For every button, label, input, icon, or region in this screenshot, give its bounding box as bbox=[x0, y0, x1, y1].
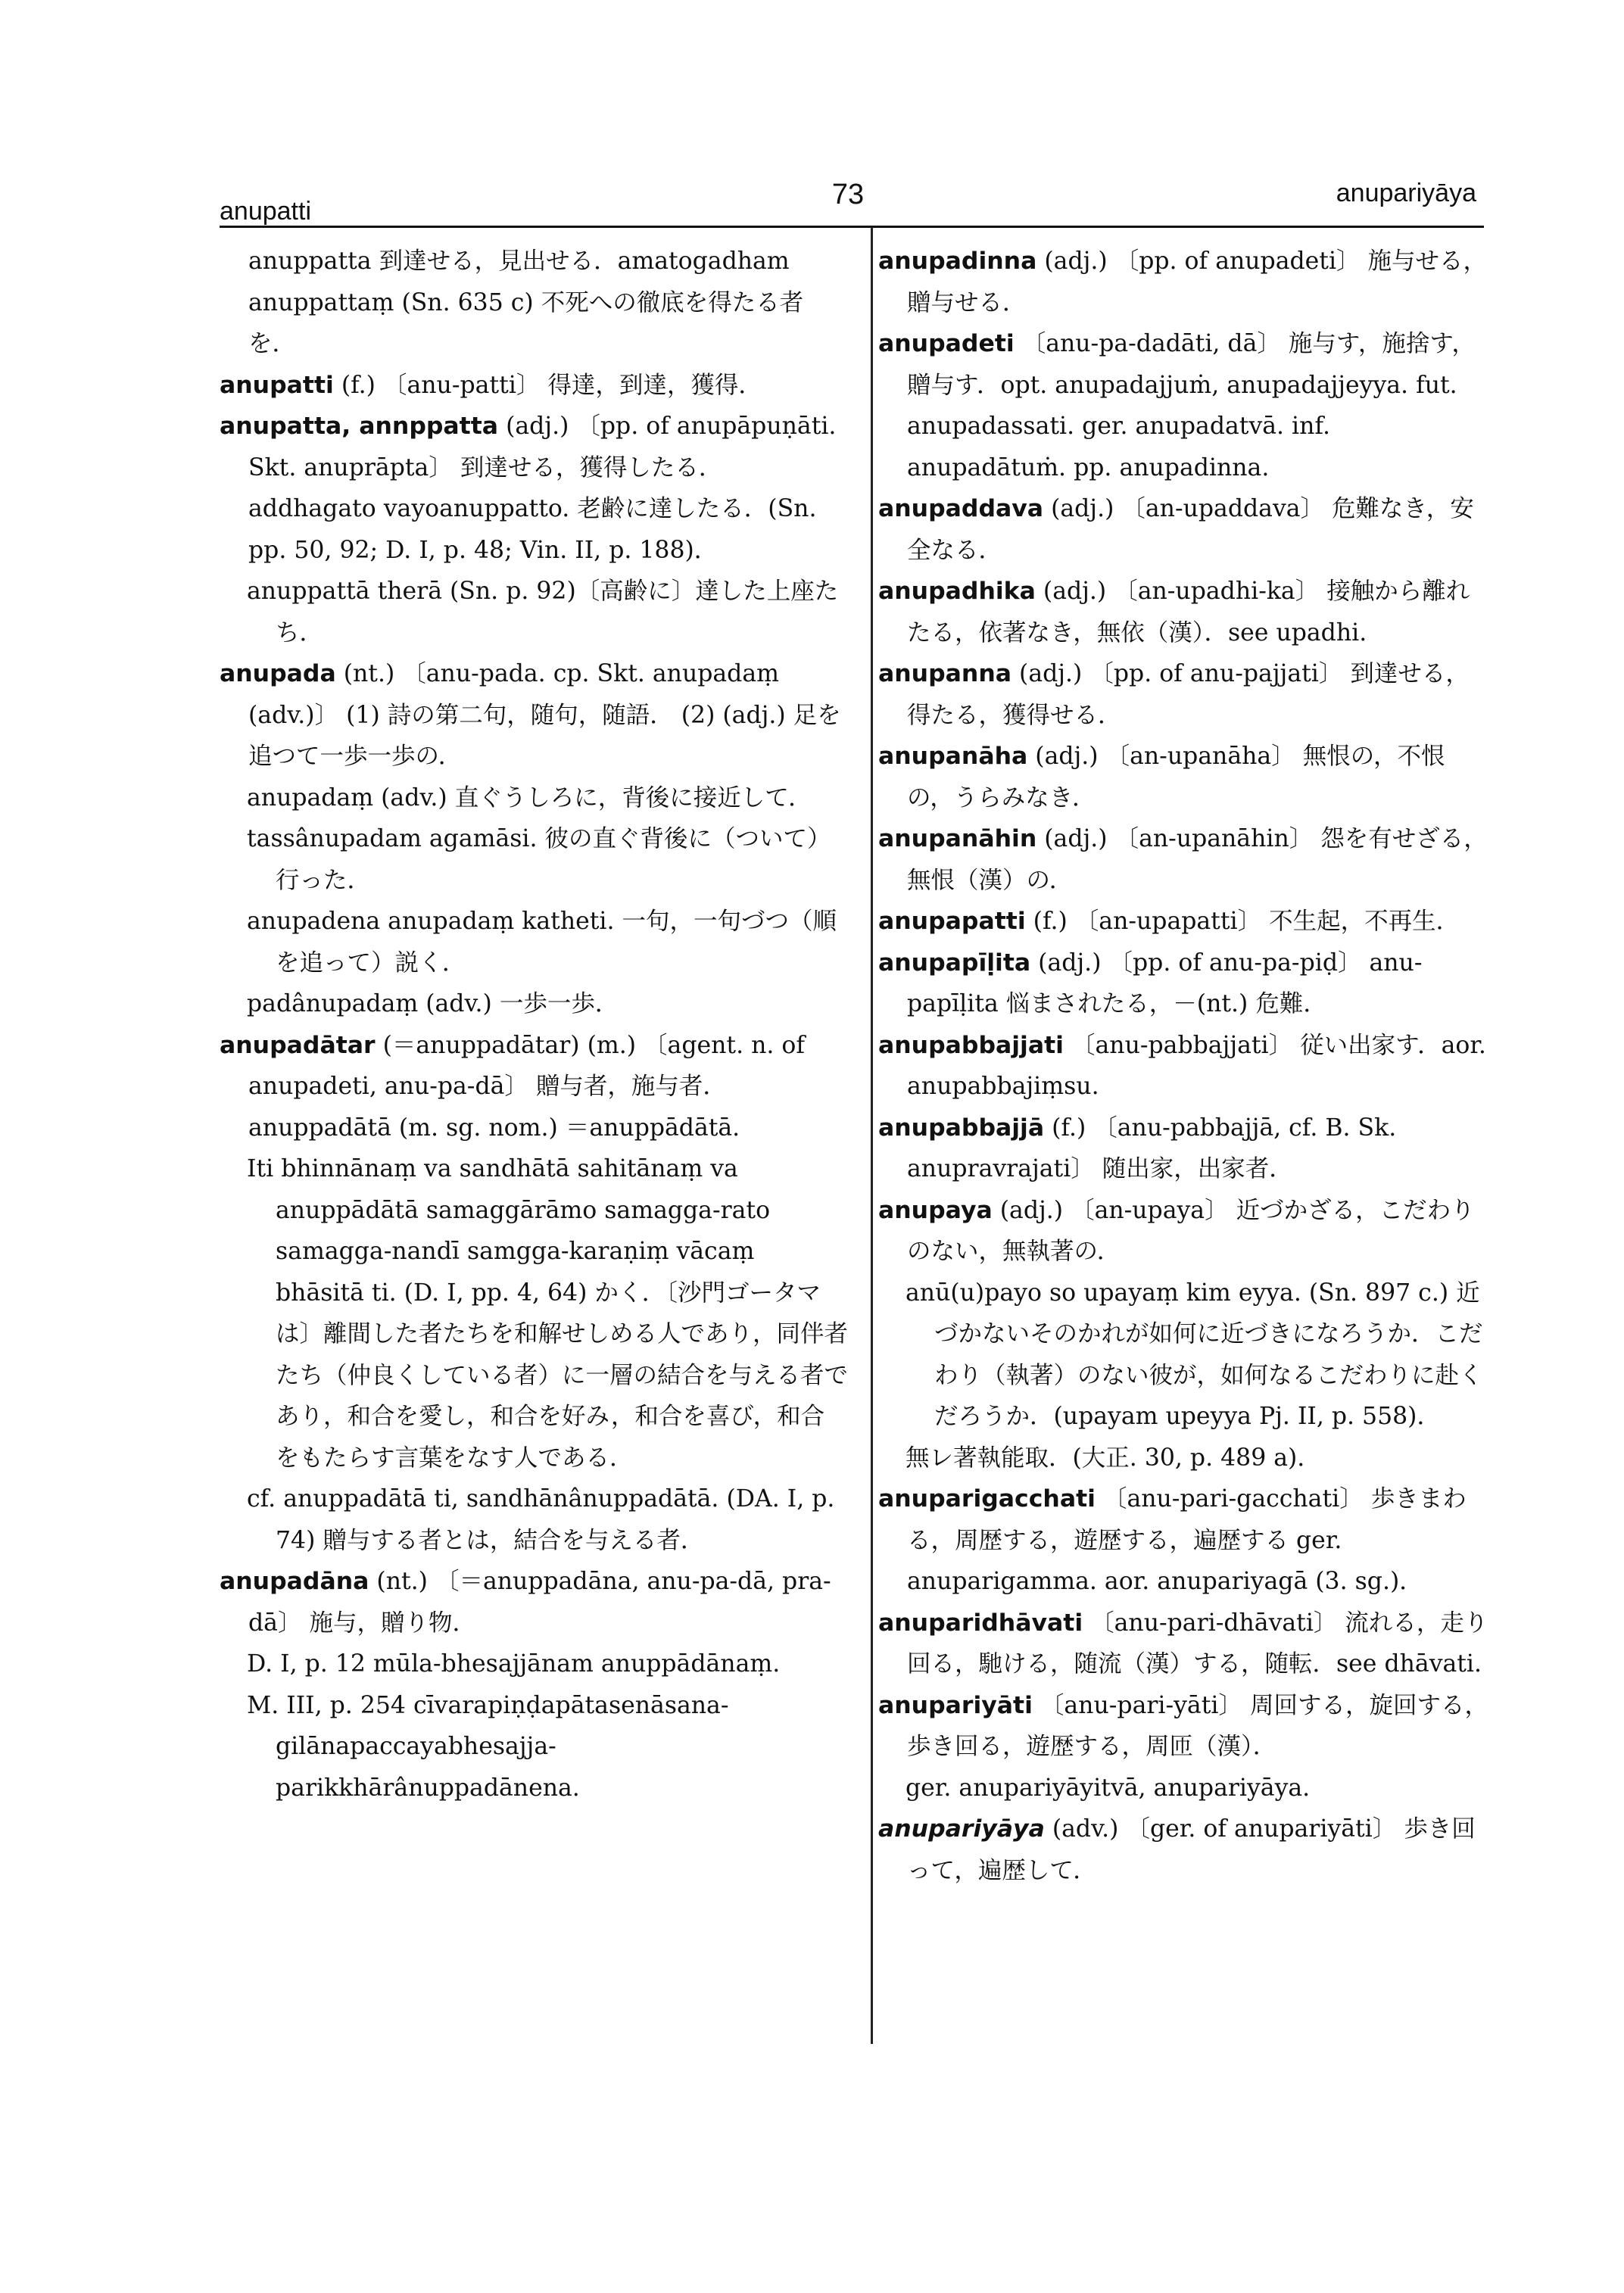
headword: anupanāhin bbox=[878, 825, 1037, 852]
column-divider bbox=[871, 227, 873, 2044]
sub-example: Iti bhinnānaṃ va sandhātā sahitānaṃ va anuppādātā samaggārāmo samagga-rato samagga-nandī samgga-karaṇiṃ vācaṃ bhāsitā ti. (D. I, pp. 4, 64) かく．〔沙門ゴータマは〕離間した者たちを和解せしめる人であり，同伴者たち（仲良くしている者）に一層の結合を与える者であり，和合を愛し，和合を好み，和合を喜び，和合をもたらす言葉をなす人である． bbox=[247, 1155, 849, 1472]
entry-anupaya bbox=[878, 1190, 1492, 1273]
entry-anupatta bbox=[220, 406, 848, 571]
sub-example: D. I, p. 12 mūla-bhesajjānam anuppādānaṃ. bbox=[247, 1650, 781, 1678]
headword: anupanna bbox=[878, 660, 1012, 687]
entry-body: (adj.) 〔an-upadhi-ka〕 接触から離れたる，依著なき，無依（漢）．see upadhi. bbox=[907, 578, 1470, 646]
entry-body: (adj.) 〔an-upaya〕 近づかざる，こだわりのない，無執著の． bbox=[907, 1196, 1475, 1265]
entry-body: (adj.) 〔pp. of anupāpuṇāti. Skt. anuprāpta〕 到達せる，獲得したる．addhagato vayoanuppatto. 老齢に達したる．(Sn. pp. 50, 92; D. I, p. 48; Vin. II, p. 188)． bbox=[248, 413, 837, 564]
headword: anuparigacchati bbox=[878, 1485, 1096, 1513]
entry-anupanaha bbox=[878, 736, 1492, 818]
headword: anupadeti bbox=[878, 330, 1015, 357]
headword: anupabbajjati bbox=[878, 1031, 1064, 1059]
entry-body: (f.) 〔an-upapatti〕 不生起，不再生． bbox=[1025, 908, 1460, 935]
entry-body: 〔anu-pari-gacchati〕 歩きまわる，周歴する，遊歴する，遍歴する ger. anuparigamma. aor. anupariyagā (3. sg.)． bbox=[907, 1485, 1467, 1595]
entry-body: (adj.) 〔an-upanāhin〕 怨を有せざる，無恨（漢）の． bbox=[907, 825, 1488, 894]
entry-anupapilita bbox=[878, 942, 1492, 1025]
headword: anupadātar bbox=[220, 1031, 376, 1059]
headword: anupadāna bbox=[220, 1568, 369, 1595]
entry-body: (＝anuppadātar) (m.) 〔agent. n. of anupadeti, anu-pa-dā〕 贈与者，施与者．anuppadātā (m. sg. nom.) ＝anuppādātā. bbox=[248, 1031, 806, 1142]
entry-body: (adj.) 〔an-upanāha〕 無恨の，不恨の，うらみなき． bbox=[907, 743, 1445, 812]
headword: anupatti bbox=[220, 371, 334, 399]
continued-entry: anuppatta 到達せる，見出せる．amatogadham anuppattaṃ (Sn. 635 c) 不死への徹底を得たる者を． bbox=[248, 248, 804, 357]
entry-body: 〔anu-pari-yāti〕 周回する，旋回する，歩き回る，遊歴する，周匝（漢）． bbox=[907, 1691, 1488, 1760]
entry-anupadana bbox=[220, 1561, 848, 1643]
headword: anupapatti bbox=[878, 908, 1026, 935]
sub-example: anupadaṃ (adv.) 直ぐうしろに，背後に接近して． bbox=[247, 784, 812, 812]
entry-body: (adj.) 〔pp. of anu-pajjati〕 到達せる，得たる，獲得せる． bbox=[907, 660, 1470, 729]
sub-example: ger. anupariyāyitvā, anupariyāya. bbox=[906, 1774, 1311, 1802]
entry-anupadinna bbox=[878, 241, 1492, 323]
headword: anupadinna bbox=[878, 248, 1037, 275]
entry-body: (adj.) 〔pp. of anu-pa-piḍ〕 anu-papīḷita 悩まされたる，－(nt.) 危難． bbox=[907, 949, 1423, 1017]
entry-anupadhika bbox=[878, 571, 1492, 653]
headword: anupapīḷita bbox=[878, 949, 1031, 977]
sub-example: tassânupadam agamāsi. 彼の直ぐ背後に（ついて）行った． bbox=[247, 825, 831, 894]
entry-anupapatti bbox=[878, 901, 1492, 942]
sub-example: cf. anuppadātā ti, sandhānânuppadātā. (DA. I, p. 74) 贈与する者とは，結合を与える者． bbox=[247, 1485, 835, 1554]
entry-anuparidhavati bbox=[878, 1603, 1492, 1685]
entry-anupabbajjati bbox=[878, 1025, 1492, 1108]
sub-example: padânupadaṃ (adv.) 一歩一歩． bbox=[247, 990, 619, 1017]
entry-anupada bbox=[220, 653, 848, 777]
entry-anuparigacchati bbox=[878, 1478, 1492, 1603]
headword: anupariyāya bbox=[878, 1815, 1045, 1843]
entry-body: (nt.) 〔anu-pada. cp. Skt. anupadaṃ (adv.)〕 (1) 詩の第二句，随句，随語． (2) (adj.) 足を追つて一歩一歩の． bbox=[248, 660, 841, 770]
right-column bbox=[878, 241, 1492, 1891]
headword: anuparidhāvati bbox=[878, 1609, 1083, 1637]
headword: anupadhika bbox=[878, 578, 1036, 605]
sub-example: M. III, p. 254 cīvarapiṇḍapātasenāsana-gilānapaccayabhesajja-parikkhārânuppadānena. bbox=[247, 1691, 729, 1802]
entry-body: 〔anu-pabbajjati〕 従い出家す．aor. anupabbajiṃsu. bbox=[907, 1031, 1486, 1100]
right-guide-word: anupariyāya bbox=[1336, 179, 1476, 207]
left-column bbox=[220, 241, 848, 1809]
entry-body: (nt.) 〔＝anuppadāna, anu-pa-dā, pra-dā〕 施与，贈り物． bbox=[248, 1568, 831, 1637]
entry-anupadatar bbox=[220, 1025, 848, 1149]
sub-example: anū(u)payo so upayaṃ kim eyya. (Sn. 897 c.) 近づかないそのかれが如何に近づきになろうか．こだわり（執著）のない彼が，如何なるこだわりに赴くだろうか．(upayam upeyya Pj. II, p. 558)． bbox=[906, 1279, 1483, 1430]
entry-anupariyati bbox=[878, 1685, 1492, 1768]
page-header bbox=[220, 179, 1476, 224]
header-rule bbox=[220, 226, 1484, 228]
entry-body: (f.) 〔anu-patti〕 得達，到達，獲得． bbox=[333, 371, 762, 399]
entry-anupadeti bbox=[878, 323, 1492, 488]
headword: anupatta, annppatta bbox=[220, 413, 499, 440]
left-guide-word: anupatti bbox=[220, 197, 311, 226]
entry-anupaddava bbox=[878, 488, 1492, 571]
entry-anupatti bbox=[220, 365, 848, 407]
entry-anupanna bbox=[878, 653, 1492, 736]
page-number: 73 bbox=[831, 179, 865, 210]
entry-anupariyaya bbox=[878, 1809, 1492, 1891]
entry-body: (adj.) 〔pp. of anupadeti〕 施与せる，贈与せる． bbox=[907, 248, 1488, 316]
entry-body: 〔anu-pa-dadāti, dā〕 施与す，施捨す，贈与す．opt. anupadajjuṁ, anupadajjeyya. fut. anupadassati. ger. anupadatvā. inf. anupadātuṁ. pp. anupadinna. bbox=[907, 330, 1476, 481]
sub-example: anuppattā therā (Sn. p. 92)〔高齢に〕達した上座たち． bbox=[247, 578, 839, 646]
headword: anupanāha bbox=[878, 743, 1028, 770]
sub-example: 無レ著執能取．(大正. 30, p. 489 a)． bbox=[906, 1444, 1321, 1472]
sub-example: anupadena anupadaṃ katheti. 一句，一句づつ（順を追って）説く． bbox=[247, 908, 837, 977]
headword: anupada bbox=[220, 660, 336, 687]
headword: anupabbajjā bbox=[878, 1114, 1045, 1142]
headword: anupariyāti bbox=[878, 1691, 1033, 1719]
entry-body: (f.) 〔anu-pabbajjā, cf. B. Sk. anupravrajati〕 随出家，出家者． bbox=[907, 1114, 1397, 1182]
headword: anupaddava bbox=[878, 495, 1044, 522]
headword: anupaya bbox=[878, 1196, 993, 1224]
entry-anupabbajja bbox=[878, 1108, 1492, 1190]
entry-body: 〔anu-pari-dhāvati〕 流れる，走り回る，馳ける，随流（漢）する，随転．see dhāvati. bbox=[907, 1609, 1488, 1678]
entry-body: (adv.) 〔ger. of anupariyāti〕 歩き回って，遍歴して． bbox=[907, 1815, 1476, 1884]
entry-body: (adj.) 〔an-upaddava〕 危難なき，安全なる． bbox=[907, 495, 1474, 564]
entry-anupanahin bbox=[878, 818, 1492, 901]
